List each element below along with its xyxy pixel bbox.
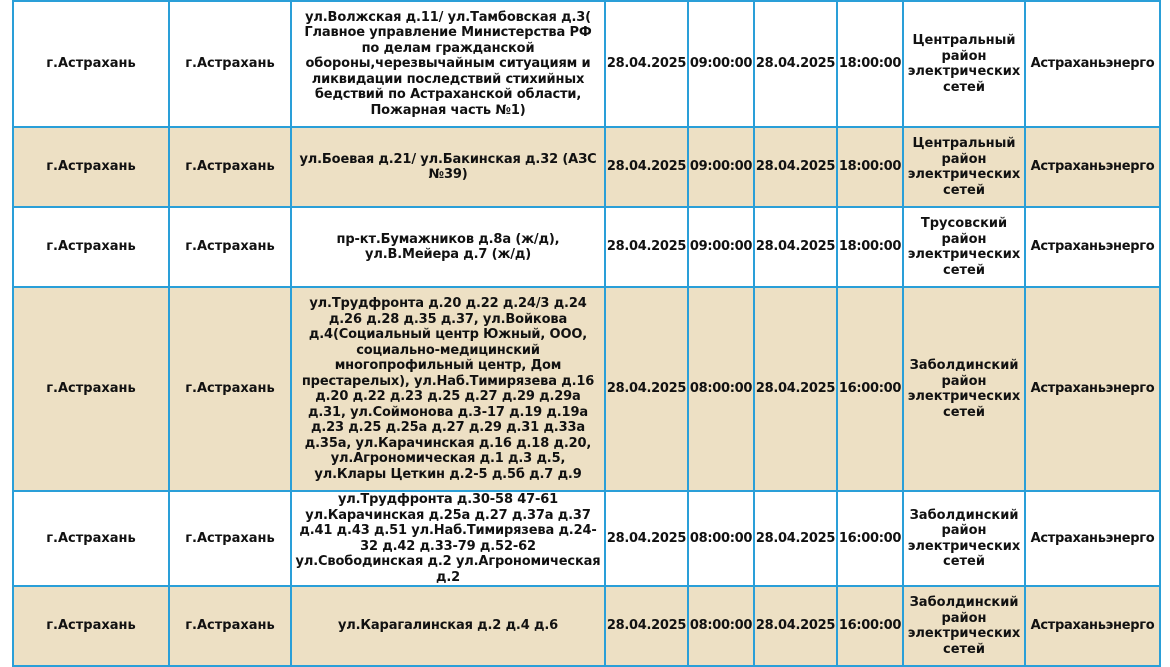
table-row bbox=[13, 491, 1160, 586]
end-date-cell: 28.04.2025 bbox=[754, 127, 837, 207]
table-row bbox=[13, 1, 1160, 127]
region-cell: г.Астрахань bbox=[13, 491, 169, 586]
district-cell: Центральный район электрических сетей bbox=[903, 1, 1025, 127]
district-cell: Заболдинский район электрических сетей bbox=[903, 491, 1025, 586]
district-cell: Заболдинский район электрических сетей bbox=[903, 287, 1025, 491]
city-cell: г.Астрахань bbox=[169, 207, 291, 287]
city-cell: г.Астрахань bbox=[169, 1, 291, 127]
end-time-cell: 16:00:00 bbox=[837, 287, 903, 491]
company-cell: Астраханьэнерго bbox=[1025, 1, 1160, 127]
city-cell: г.Астрахань bbox=[169, 491, 291, 586]
start-time-cell: 09:00:00 bbox=[688, 1, 754, 127]
address-cell: ул.Трудфронта д.30-58 47-61 ул.Карачинская д.25а д.27 д.37а д.37 д.41 д.43 д.51 ул.Наб.Тимирязева д.24-32 д.42 д.33-79 д.52-62 ул.Свободинская д.2 ул.Агрономическая д.2 bbox=[291, 491, 605, 586]
end-time-cell: 18:00:00 bbox=[837, 127, 903, 207]
company-cell: Астраханьэнерго bbox=[1025, 207, 1160, 287]
start-date-cell: 28.04.2025 bbox=[605, 491, 688, 586]
city-cell: г.Астрахань bbox=[169, 586, 291, 666]
end-date-cell: 28.04.2025 bbox=[754, 287, 837, 491]
start-date-cell: 28.04.2025 bbox=[605, 1, 688, 127]
company-cell: Астраханьэнерго bbox=[1025, 287, 1160, 491]
district-cell: Центральный район электрических сетей bbox=[903, 127, 1025, 207]
end-date-cell: 28.04.2025 bbox=[754, 586, 837, 666]
outage-schedule-table bbox=[12, 0, 1161, 667]
end-time-cell: 16:00:00 bbox=[837, 586, 903, 666]
start-time-cell: 08:00:00 bbox=[688, 586, 754, 666]
start-date-cell: 28.04.2025 bbox=[605, 287, 688, 491]
address-cell: пр-кт.Бумажников д.8а (ж/д), ул.В.Мейера д.7 (ж/д) bbox=[291, 207, 605, 287]
region-cell: г.Астрахань bbox=[13, 127, 169, 207]
table-row bbox=[13, 207, 1160, 287]
company-cell: Астраханьэнерго bbox=[1025, 491, 1160, 586]
region-cell: г.Астрахань bbox=[13, 1, 169, 127]
table-row bbox=[13, 127, 1160, 207]
start-time-cell: 08:00:00 bbox=[688, 491, 754, 586]
start-date-cell: 28.04.2025 bbox=[605, 127, 688, 207]
address-cell: ул.Карагалинская д.2 д.4 д.6 bbox=[291, 586, 605, 666]
region-cell: г.Астрахань bbox=[13, 586, 169, 666]
start-date-cell: 28.04.2025 bbox=[605, 207, 688, 287]
district-cell: Заболдинский район электрических сетей bbox=[903, 586, 1025, 666]
start-time-cell: 08:00:00 bbox=[688, 287, 754, 491]
city-cell: г.Астрахань bbox=[169, 287, 291, 491]
end-date-cell: 28.04.2025 bbox=[754, 1, 837, 127]
district-cell: Трусовский район электрических сетей bbox=[903, 207, 1025, 287]
address-cell: ул.Боевая д.21/ ул.Бакинская д.32 (АЗС №39) bbox=[291, 127, 605, 207]
end-time-cell: 18:00:00 bbox=[837, 1, 903, 127]
address-cell: ул.Волжская д.11/ ул.Тамбовская д.3( Главное управление Министерства РФ по делам гражданской обороны,черезвычайным ситуациям и ликвидации последствий стихийных бедствий по Астраханской области, Пожарная часть №1) bbox=[291, 1, 605, 127]
start-time-cell: 09:00:00 bbox=[688, 127, 754, 207]
end-date-cell: 28.04.2025 bbox=[754, 491, 837, 586]
company-cell: Астраханьэнерго bbox=[1025, 586, 1160, 666]
start-date-cell: 28.04.2025 bbox=[605, 586, 688, 666]
address-cell: ул.Трудфронта д.20 д.22 д.24/3 д.24 д.26 д.28 д.35 д.37, ул.Войкова д.4(Социальный центр Южный, ООО, социально-медицинский многопрофильный центр, Дом престарелых), ул.Наб.Тимирязева д.16 д.20 д.22 д.23 д.25 д.27 д.29 д.29а д.31, ул.Соймонова д.3-17 д.19 д.19а д.23 д.25 д.25а д.27 д.29 д.31 д.33а д.35а, ул.Карачинская д.16 д.18 д.20, ул.Агрономическая д.1 д.3 д.5, ул.Клары Цеткин д.2-5 д.5б д.7 д.9 bbox=[291, 287, 605, 491]
end-time-cell: 18:00:00 bbox=[837, 207, 903, 287]
company-cell: Астраханьэнерго bbox=[1025, 127, 1160, 207]
region-cell: г.Астрахань bbox=[13, 287, 169, 491]
end-date-cell: 28.04.2025 bbox=[754, 207, 837, 287]
table-row bbox=[13, 287, 1160, 491]
region-cell: г.Астрахань bbox=[13, 207, 169, 287]
start-time-cell: 09:00:00 bbox=[688, 207, 754, 287]
city-cell: г.Астрахань bbox=[169, 127, 291, 207]
table-row bbox=[13, 586, 1160, 666]
end-time-cell: 16:00:00 bbox=[837, 491, 903, 586]
